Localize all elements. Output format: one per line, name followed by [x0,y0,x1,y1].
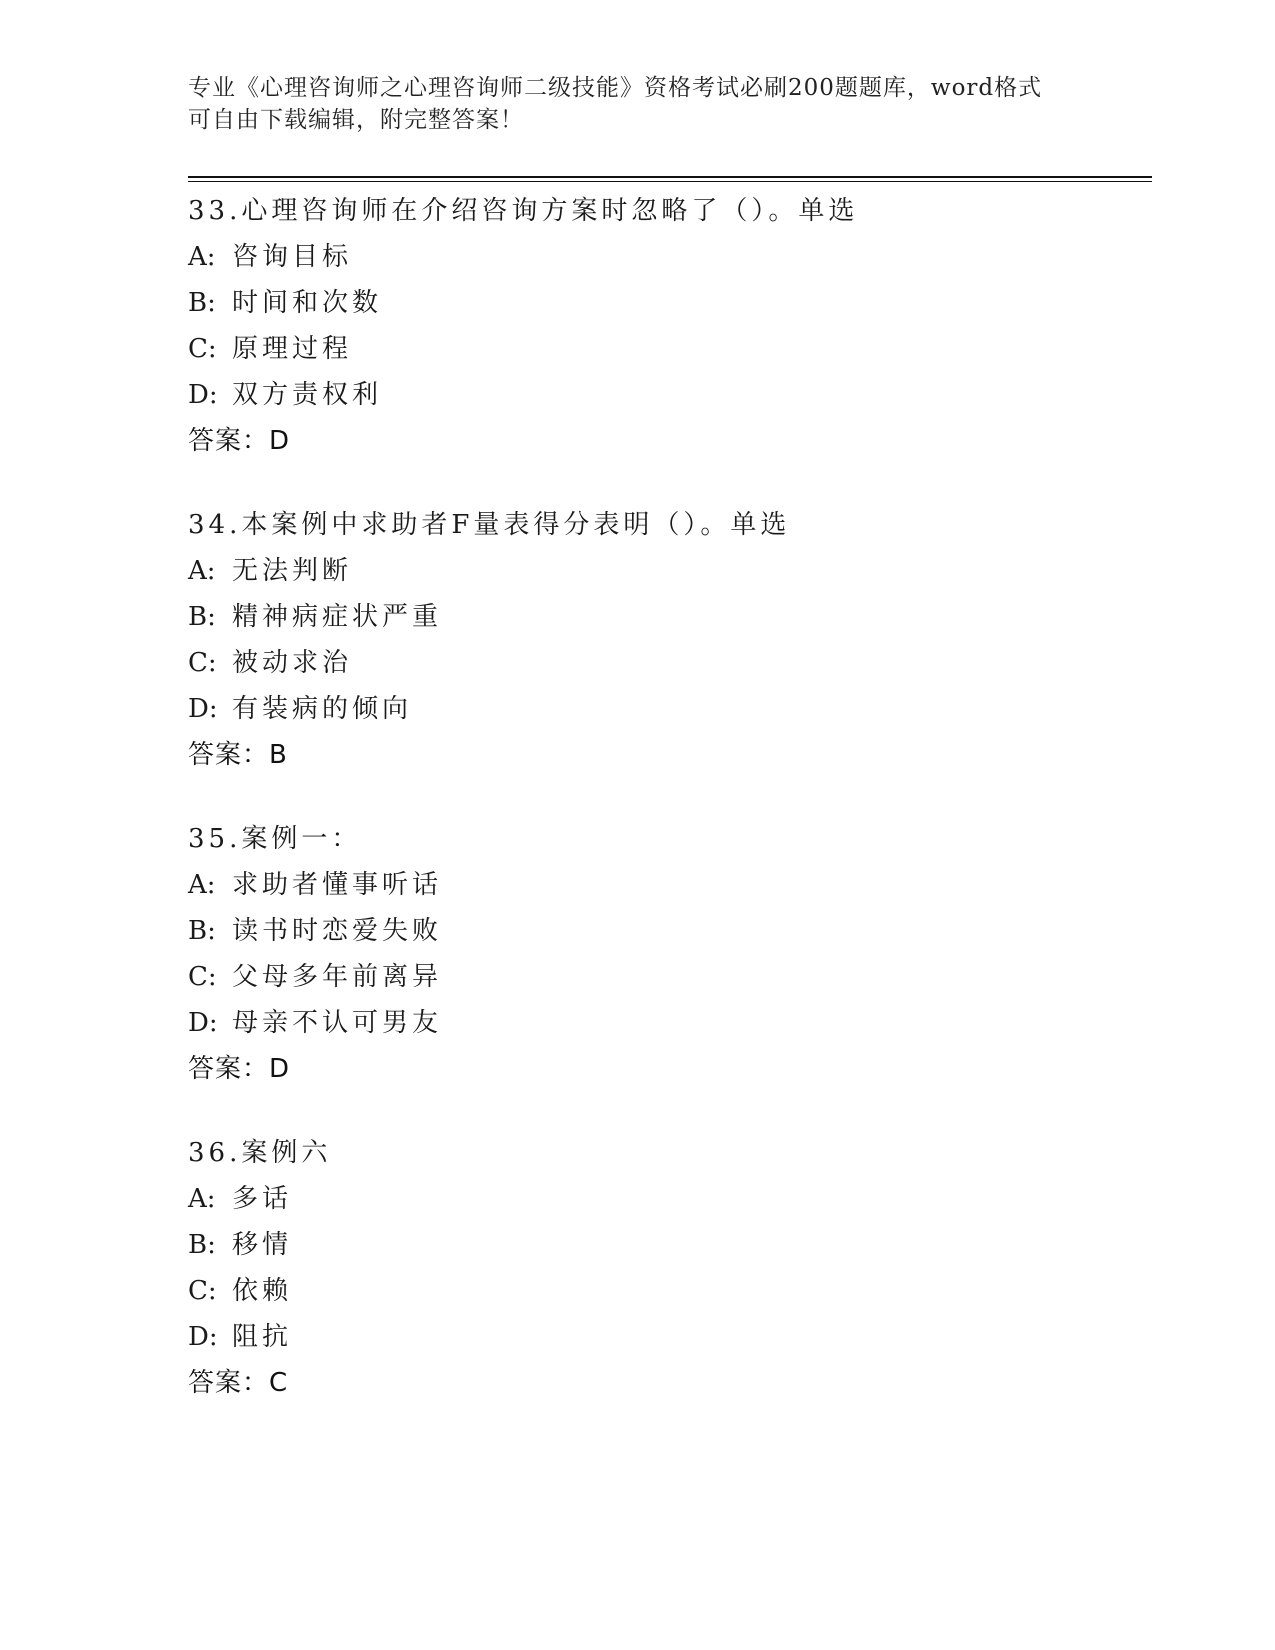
option-letter: D: [188,1322,218,1352]
option-c [188,1268,1148,1314]
question-stem: 36.案例六 [188,1138,332,1168]
option-text: 读书时恋爱失败 [232,916,443,946]
option-text: 时间和次数 [232,288,383,318]
option-a [188,234,1148,280]
option-letter: A: [188,242,216,272]
option-text: 父母多年前离异 [232,962,443,992]
header-divider-thick [188,176,1152,178]
option-letter: B: [188,602,216,632]
option-letter: C: [188,648,217,678]
option-b [188,594,1148,640]
option-letter: C: [188,1276,217,1306]
option-letter: D: [188,694,218,724]
question-34 [188,502,1148,778]
option-d [188,372,1148,418]
option-letter: A: [188,1184,216,1214]
question-33 [188,188,1148,464]
option-letter: B: [188,288,216,318]
option-text: 移情 [232,1230,293,1260]
option-letter: D: [188,380,218,410]
option-text: 被动求治 [232,648,353,678]
option-letter: A: [188,870,216,900]
option-a [188,1176,1148,1222]
option-text: 双方责权利 [232,380,383,410]
option-text: 精神病症状严重 [232,602,443,632]
option-b [188,908,1148,954]
option-b [188,1222,1148,1268]
question-35 [188,816,1148,1092]
option-letter: B: [188,1230,216,1260]
header-line-1: 专业《心理咨询师之心理咨询师二级技能》资格考试必刷200题题库，word格式 [188,75,1043,101]
option-text: 咨询目标 [232,242,353,272]
option-letter: B: [188,916,216,946]
header-divider-thin [188,181,1152,182]
answer-line: 答案：D [188,1054,291,1084]
option-text: 多话 [232,1184,293,1214]
option-letter: C: [188,962,217,992]
option-c [188,326,1148,372]
answer-line: 答案：D [188,426,291,456]
question-36 [188,1130,1148,1406]
option-text: 母亲不认可男友 [232,1008,443,1038]
answer-line: 答案：B [188,740,288,770]
option-letter: D: [188,1008,218,1038]
option-a [188,862,1148,908]
option-letter: C: [188,334,217,364]
option-text: 阻抗 [232,1322,293,1352]
question-stem: 33.心理咨询师在介绍咨询方案时忽略了（）。单选 [188,196,859,226]
question-list [188,188,1148,1444]
question-stem: 34.本案例中求助者F量表得分表明（）。单选 [188,510,791,540]
option-letter: A: [188,556,216,586]
option-c [188,640,1148,686]
option-text: 依赖 [232,1276,293,1306]
header-line-2: 可自由下载编辑，附完整答案！ [188,107,524,133]
option-text: 原理过程 [232,334,353,364]
option-c [188,954,1148,1000]
option-d [188,1000,1148,1046]
option-d [188,1314,1148,1360]
option-d [188,686,1148,732]
option-text: 无法判断 [232,556,353,586]
question-stem: 35.案例一： [188,824,362,854]
option-text: 求助者懂事听话 [232,870,443,900]
document-header [188,72,1068,136]
option-a [188,548,1148,594]
option-text: 有装病的倾向 [232,694,413,724]
option-b [188,280,1148,326]
answer-line: 答案：C [188,1368,289,1398]
